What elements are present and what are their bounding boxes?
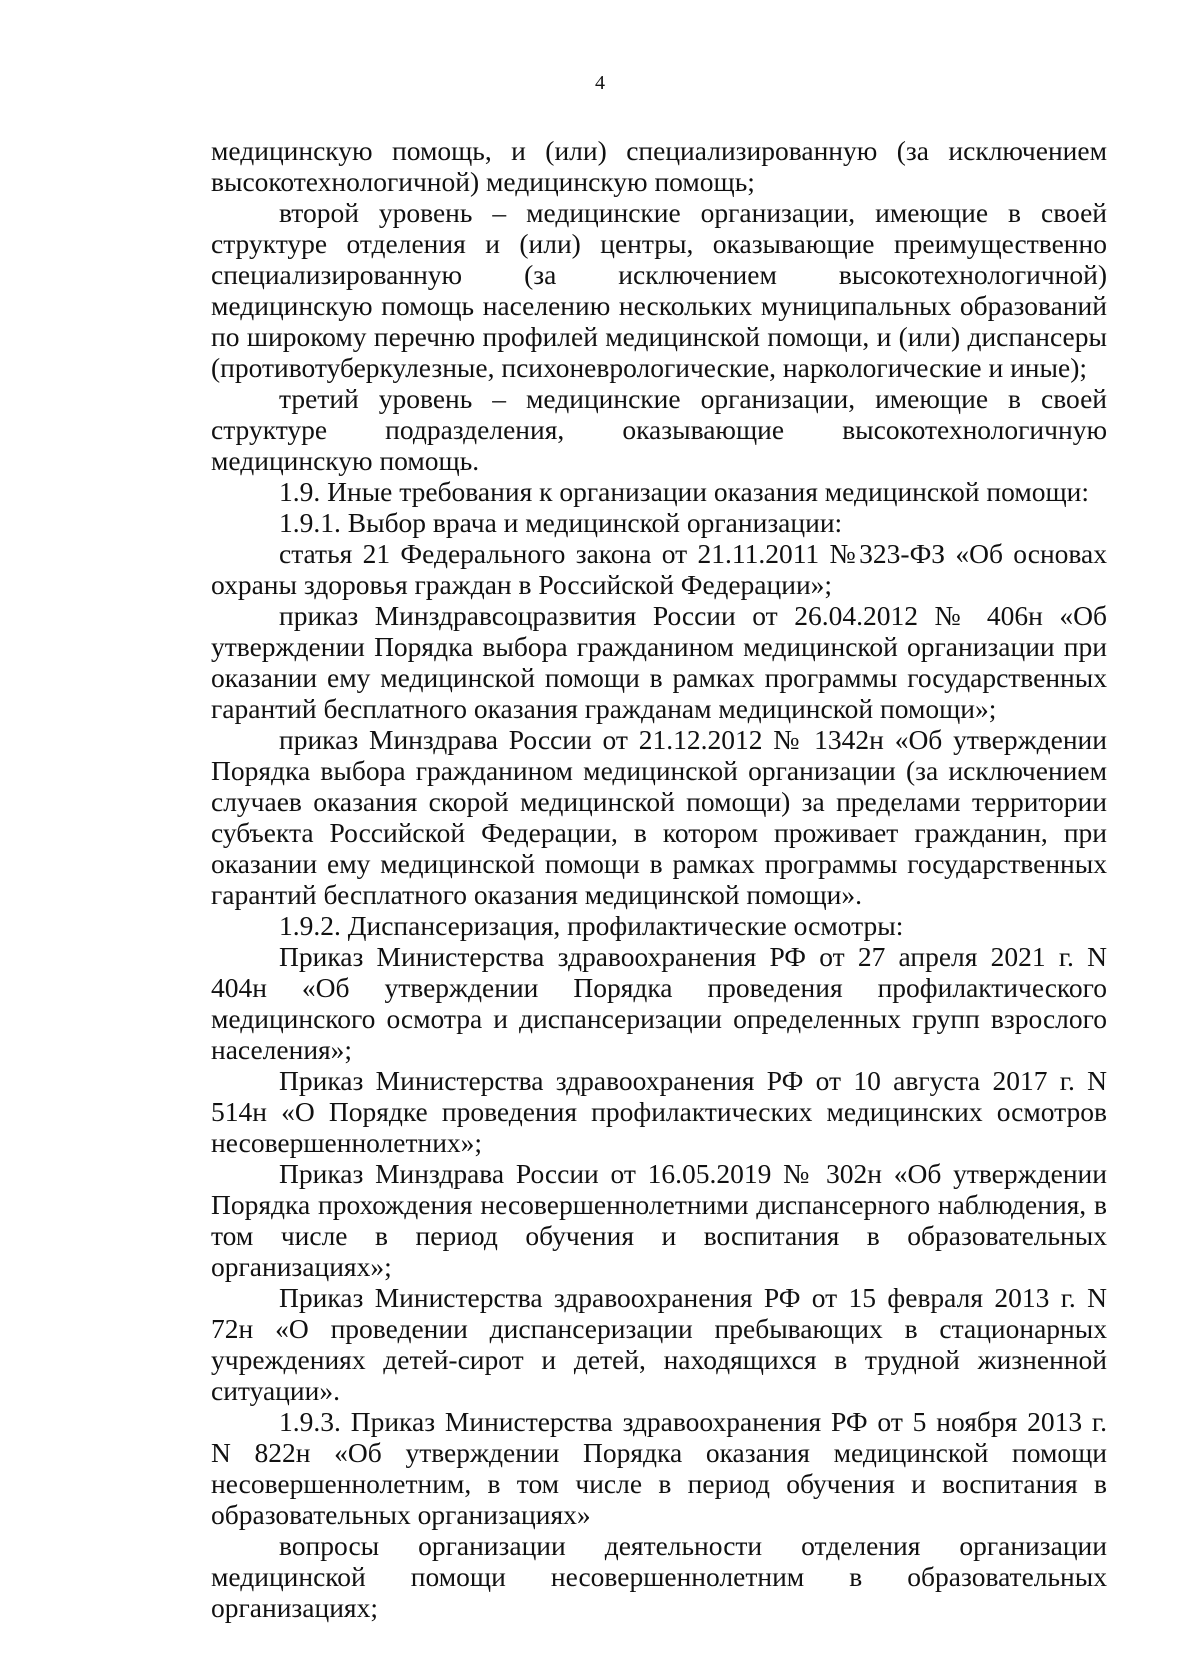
paragraph: Приказ Министерства здравоохранения РФ от 15 февраля 2013 г. N 72н «О проведении диспансеризации пребывающих в стационарных учреждениях детей-сирот и детей, находящихся в трудной жизненной ситуации». [211,1282,1107,1406]
paragraph: 1.9.1. Выбор врача и медицинской организации: [279,507,843,538]
paragraph: Приказ Министерства здравоохранения РФ от 27 апреля 2021 г. N 404н «Об утверждении Порядка проведения профилактического медицинского осмотра и диспансеризации определенных групп взрослого населения»; [211,941,1107,1065]
paragraph: приказ Минздрава России от 21.12.2012 № 1342н «Об утверждении Порядка выбора гражданином медицинской организации (за исключением случаев оказания скорой медицинской помощи) за пределами территории субъекта Российской Федерации, в котором проживает гражданин, при оказании ему медицинской помощи в рамках программы государственных гарантий бесплатного оказания медицинской помощи». [211,724,1107,910]
paragraph: 1.9.2. Диспансеризация, профилактические осмотры: [279,910,904,941]
paragraph: 1.9. Иные требования к организации оказания медицинской помощи: [279,476,1090,507]
paragraph: медицинскую помощь, и (или) специализированную (за исключением высокотехнологичной) медицинскую помощь; [211,135,1107,197]
paragraph: Приказ Министерства здравоохранения РФ от 10 августа 2017 г. N 514н «О Порядке проведения профилактических медицинских осмотров несовершеннолетних»; [211,1065,1107,1158]
paragraph: статья 21 Федерального закона от 21.11.2011 №323-ФЗ «Об основах охраны здоровья граждан в Российской Федерации»; [211,538,1107,600]
document-body [211,135,1107,1623]
paragraph: третий уровень – медицинские организации, имеющие в своей структуре подразделения, оказывающие высокотехнологичную медицинскую помощь. [211,383,1107,476]
paragraph: вопросы организации деятельности отделения организации медицинской помощи несовершеннолетним в образовательных организациях; [211,1530,1107,1623]
paragraph: второй уровень – медицинские организации, имеющие в своей структуре отделения и (или) центры, оказывающие преимущественно специализированную (за исключением высокотехнологичной) медицинскую помощь населению нескольких муниципальных образований по широкому перечню профилей медицинской помощи, и (или) диспансеры (противотуберкулезные, психоневрологические, наркологические и иные); [211,197,1107,383]
paragraph: 1.9.3. Приказ Министерства здравоохранения РФ от 5 ноября 2013 г. N 822н «Об утверждении Порядка оказания медицинской помощи несовершеннолетним, в том числе в период обучения и воспитания в образовательных организациях» [211,1406,1107,1530]
page-number: 4 [595,72,605,94]
paragraph: Приказ Минздрава России от 16.05.2019 № 302н «Об утверждении Порядка прохождения несовершеннолетними диспансерного наблюдения, в том числе в период обучения и воспитания в образовательных организациях»; [211,1158,1107,1282]
paragraph: приказ Минздравсоцразвития России от 26.04.2012 № 406н «Об утверждении Порядка выбора гражданином медицинской организации при оказании ему медицинской помощи в рамках программы государственных гарантий бесплатного оказания гражданам медицинской помощи»; [211,600,1107,724]
